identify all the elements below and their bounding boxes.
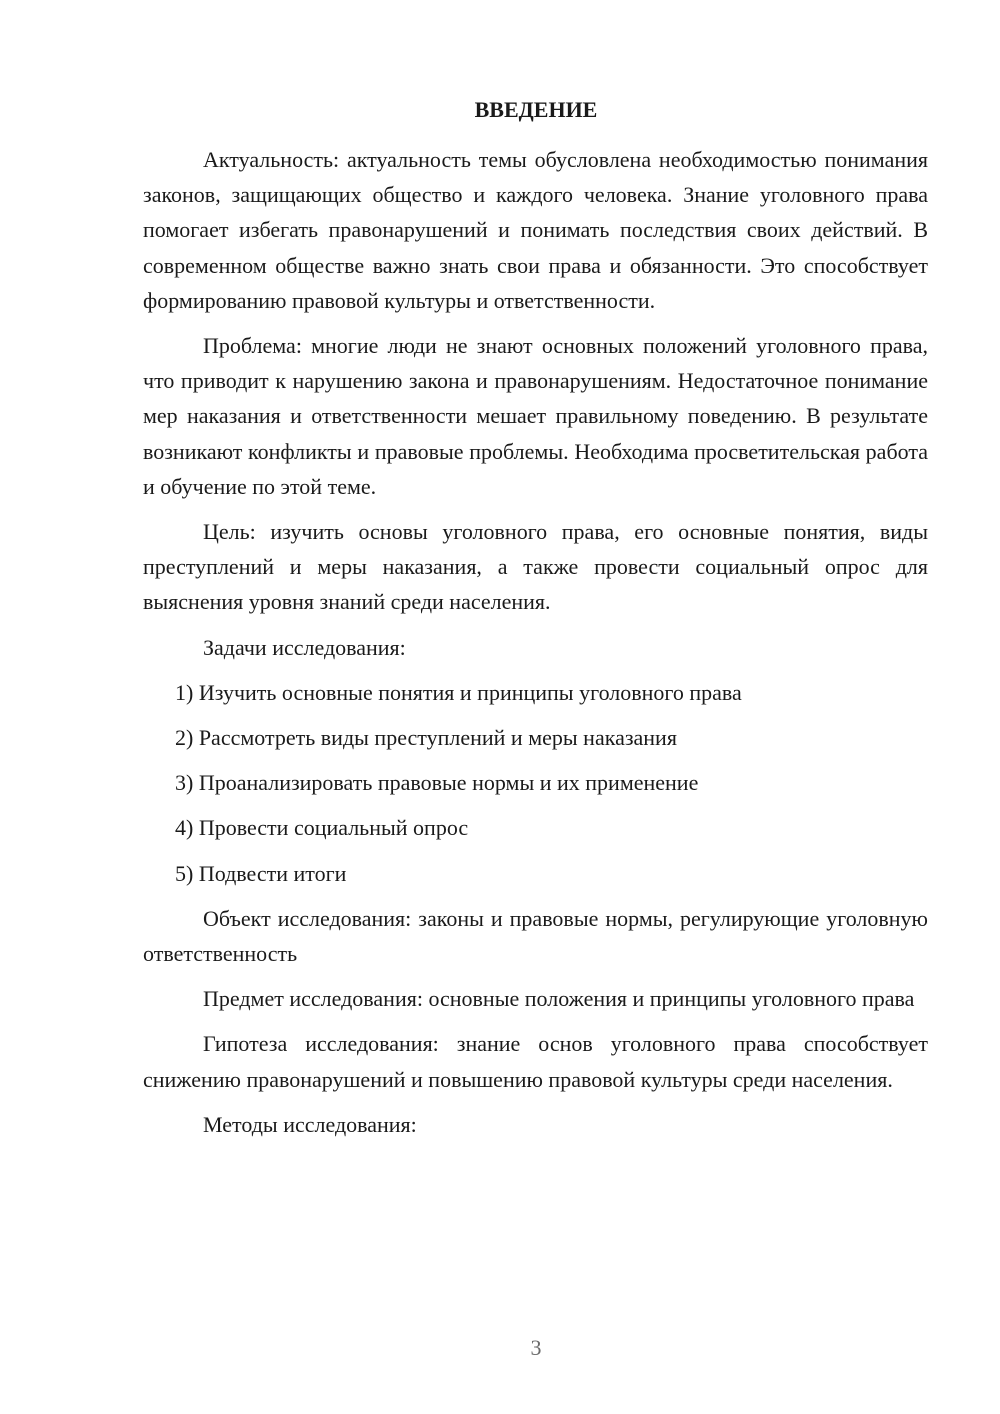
paragraph-hypothesis: Гипотеза исследования: знание основ уголовного права способствует снижению правонарушений и повышению правовой культуры среди населения. (143, 1031, 928, 1092)
task-item-5: 5) Подвести итоги (175, 860, 347, 886)
paragraph-methods: Методы исследования: (203, 1111, 417, 1137)
task-item-4: 4) Провести социальный опрос (175, 815, 469, 841)
paragraph-relevance: Актуальность: актуальность темы обусловлена необходимостью понимания законов, защищающих общество и каждого человека. Знание уголовного права помогает избегать правонарушений и понимать последствия своих действий. В современном обществе важно знать свои права и обязанности. Это способствует формированию правовой культуры и ответственности. (143, 147, 928, 313)
section-heading: ВВЕДЕНИЕ (474, 97, 598, 122)
paragraph-goal: Цель: изучить основы уголовного права, его основные понятия, виды преступлений и меры наказания, а также провести социальный опрос для выяснения уровня знаний среди населения. (143, 519, 928, 615)
task-item-1: 1) Изучить основные понятия и принципы уголовного права (175, 679, 742, 705)
task-item-3: 3) Проанализировать правовые нормы и их применение (175, 770, 699, 796)
tasks-list (143, 675, 928, 891)
page-number: 3 (530, 1335, 542, 1360)
task-item-2: 2) Рассмотреть виды преступлений и меры наказания (175, 725, 677, 751)
paragraph-object: Объект исследования: законы и правовые нормы, регулирующие уголовную ответственность (143, 905, 928, 967)
paragraph-problem: Проблема: многие люди не знают основных положений уголовного права, что приводит к нарушению закона и правонарушениям. Недостаточное понимание мер наказания и ответственности мешает правильному поведению. В результате возникают конфликты и правовые проблемы. Необходима просветительская работа и обучение по этой теме. (143, 333, 928, 499)
document-body (143, 142, 928, 1142)
paragraph-subject: Предмет исследования: основные положения и принципы уголовного права (203, 986, 915, 1012)
tasks-title: Задачи исследования: (203, 634, 406, 660)
